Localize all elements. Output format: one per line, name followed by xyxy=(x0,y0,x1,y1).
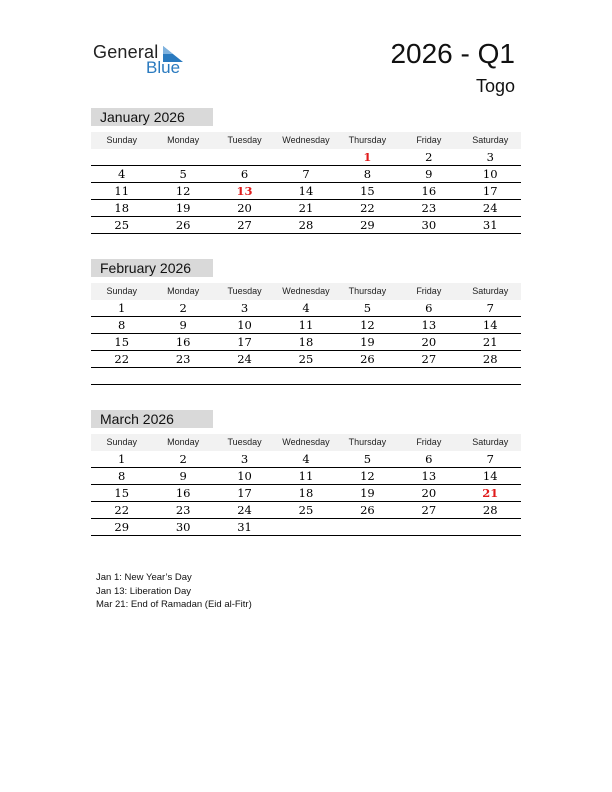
holiday-day-cell: 21 xyxy=(482,486,499,500)
day-cell: 25 xyxy=(114,218,130,232)
day-cell: 23 xyxy=(175,503,191,517)
day-cell: 17 xyxy=(237,486,252,500)
day-cell: 5 xyxy=(363,301,372,315)
day-cell: 20 xyxy=(237,201,252,215)
weekday-label: Friday xyxy=(416,286,442,296)
day-cell: 2 xyxy=(425,150,433,164)
day-cell: 24 xyxy=(482,201,498,215)
day-cell: 16 xyxy=(175,486,191,500)
weekday-label: Wednesday xyxy=(282,286,330,296)
day-cell: 15 xyxy=(114,335,130,349)
day-cell: 7 xyxy=(302,167,310,181)
weekday-label: Sunday xyxy=(106,286,137,296)
day-cell: 27 xyxy=(421,352,437,366)
week-row xyxy=(91,317,521,334)
day-cell: 20 xyxy=(421,335,437,349)
holiday-day-cell: 1 xyxy=(363,150,372,164)
month-name: January 2026 xyxy=(91,108,213,126)
day-cell: 9 xyxy=(425,167,433,181)
weekday-label: Wednesday xyxy=(282,437,330,447)
day-cell: 25 xyxy=(298,503,314,517)
day-cell xyxy=(275,368,336,384)
weekday-label: Monday xyxy=(167,135,200,145)
month-name: February 2026 xyxy=(91,259,213,277)
day-cell: 22 xyxy=(114,503,130,517)
day-cell: 3 xyxy=(240,452,249,466)
day-cell: 20 xyxy=(421,486,437,500)
day-cell: 6 xyxy=(425,452,433,466)
month-calendar-february xyxy=(91,259,521,385)
day-cell: 16 xyxy=(421,184,437,198)
weekday-label: Thursday xyxy=(348,286,387,296)
day-cell: 8 xyxy=(118,469,126,483)
day-cell: 26 xyxy=(360,503,375,517)
day-cell: 15 xyxy=(360,184,375,198)
day-cell: 30 xyxy=(421,218,437,232)
holiday-notes xyxy=(96,571,252,612)
holiday-note: Jan 1: New Year’s Day xyxy=(96,572,192,583)
weekday-label: Thursday xyxy=(348,135,387,145)
day-cell: 1 xyxy=(118,301,126,315)
weekday-label: Wednesday xyxy=(282,135,330,145)
day-cell: 18 xyxy=(298,486,314,500)
weekday-header-row xyxy=(91,434,521,451)
day-cell: 18 xyxy=(114,201,130,215)
week-row xyxy=(91,149,521,166)
day-cell: 30 xyxy=(175,520,191,534)
day-cell: 1 xyxy=(118,452,126,466)
holiday-note: Jan 13: Liberation Day xyxy=(96,585,192,597)
day-cell: 17 xyxy=(482,184,498,198)
weekday-header-row xyxy=(91,283,521,300)
day-cell: 25 xyxy=(298,352,314,366)
week-row xyxy=(91,166,521,183)
day-cell: 21 xyxy=(298,201,314,215)
day-cell: 14 xyxy=(298,184,314,198)
day-cell: 17 xyxy=(237,335,252,349)
day-cell: 31 xyxy=(237,520,252,534)
week-row xyxy=(91,200,521,217)
day-cell: 5 xyxy=(363,452,372,466)
day-cell: 9 xyxy=(179,318,187,332)
day-cell: 21 xyxy=(482,335,498,349)
day-cell: 28 xyxy=(482,352,498,366)
day-cell: 27 xyxy=(421,503,437,517)
day-cell xyxy=(91,149,152,165)
month-calendar-january xyxy=(91,108,521,234)
day-cell: 10 xyxy=(237,469,252,483)
day-cell: 6 xyxy=(240,167,249,181)
week-row xyxy=(91,217,521,234)
holiday-note: Mar 21: End of Ramadan (Eid al-Fitr) xyxy=(96,599,252,610)
week-row xyxy=(91,300,521,317)
week-row xyxy=(91,183,521,200)
day-cell: 2 xyxy=(179,301,187,315)
week-row xyxy=(91,468,521,485)
day-cell: 12 xyxy=(360,318,375,332)
day-cell xyxy=(214,149,275,165)
day-cell: 24 xyxy=(237,352,252,366)
day-cell: 15 xyxy=(114,486,130,500)
day-cell: 26 xyxy=(175,218,191,232)
day-cell: 19 xyxy=(175,201,191,215)
day-cell xyxy=(214,368,275,384)
month-calendar-march xyxy=(91,410,521,536)
day-cell xyxy=(275,149,336,165)
day-cell: 28 xyxy=(298,218,314,232)
logo-general-text: General xyxy=(93,42,159,62)
day-cell: 11 xyxy=(114,184,130,198)
holiday-day-cell: 13 xyxy=(236,184,253,198)
day-cell: 10 xyxy=(237,318,252,332)
day-cell: 4 xyxy=(302,301,310,315)
weekday-label: Saturday xyxy=(472,437,509,447)
day-cell xyxy=(91,368,152,384)
day-cell xyxy=(337,368,398,384)
day-cell: 11 xyxy=(298,469,314,483)
weekday-label: Tuesday xyxy=(227,286,262,296)
day-cell: 3 xyxy=(240,301,249,315)
day-cell: 8 xyxy=(118,318,126,332)
day-cell: 13 xyxy=(421,318,437,332)
weekday-label: Saturday xyxy=(472,286,509,296)
day-cell xyxy=(152,368,213,384)
day-cell: 23 xyxy=(175,352,191,366)
day-cell: 3 xyxy=(486,150,494,164)
day-cell: 12 xyxy=(360,469,375,483)
day-cell: 18 xyxy=(298,335,314,349)
day-cell xyxy=(398,519,459,535)
day-cell: 10 xyxy=(482,167,498,181)
day-cell: 13 xyxy=(421,469,437,483)
week-row xyxy=(91,368,521,385)
day-cell: 28 xyxy=(482,503,498,517)
day-cell: 19 xyxy=(360,335,375,349)
week-row xyxy=(91,502,521,519)
weekday-label: Saturday xyxy=(472,135,509,145)
quarter-title: 2026 - Q1 xyxy=(390,38,515,69)
day-cell: 8 xyxy=(363,167,372,181)
week-row xyxy=(91,485,521,502)
week-row xyxy=(91,451,521,468)
weekday-label: Tuesday xyxy=(227,437,262,447)
day-cell: 31 xyxy=(482,218,498,232)
country-name: Togo xyxy=(475,76,515,96)
day-cell: 12 xyxy=(175,184,191,198)
day-cell: 9 xyxy=(179,469,187,483)
day-cell: 19 xyxy=(360,486,375,500)
weekday-label: Friday xyxy=(416,135,442,145)
day-cell: 4 xyxy=(302,452,310,466)
day-cell: 4 xyxy=(118,167,126,181)
day-cell xyxy=(275,519,336,535)
day-cell: 23 xyxy=(421,201,437,215)
day-cell: 29 xyxy=(360,218,375,232)
day-cell xyxy=(398,368,459,384)
day-cell: 5 xyxy=(179,167,187,181)
day-cell xyxy=(460,519,521,535)
day-cell: 16 xyxy=(175,335,191,349)
weekday-label: Tuesday xyxy=(227,135,262,145)
day-cell: 7 xyxy=(486,301,494,315)
day-cell xyxy=(152,149,213,165)
logo xyxy=(93,42,193,82)
day-cell: 7 xyxy=(486,452,494,466)
week-row xyxy=(91,351,521,368)
day-cell xyxy=(460,368,521,384)
weekday-label: Sunday xyxy=(106,135,137,145)
day-cell: 2 xyxy=(179,452,187,466)
weekday-label: Sunday xyxy=(106,437,137,447)
day-cell: 14 xyxy=(482,469,498,483)
day-cell: 29 xyxy=(114,520,130,534)
weekday-header-row xyxy=(91,132,521,149)
day-cell: 6 xyxy=(425,301,433,315)
day-cell: 22 xyxy=(360,201,375,215)
weekday-label: Thursday xyxy=(348,437,387,447)
day-cell: 11 xyxy=(298,318,314,332)
logo-blue-text: Blue xyxy=(146,58,181,77)
day-cell: 22 xyxy=(114,352,130,366)
month-name: March 2026 xyxy=(91,410,213,428)
weekday-label: Monday xyxy=(167,286,200,296)
day-cell: 26 xyxy=(360,352,375,366)
weekday-label: Friday xyxy=(416,437,442,447)
day-cell xyxy=(337,519,398,535)
week-row xyxy=(91,519,521,536)
day-cell: 14 xyxy=(482,318,498,332)
week-row xyxy=(91,334,521,351)
weekday-label: Monday xyxy=(167,437,200,447)
day-cell: 24 xyxy=(237,503,252,517)
day-cell: 27 xyxy=(237,218,252,232)
